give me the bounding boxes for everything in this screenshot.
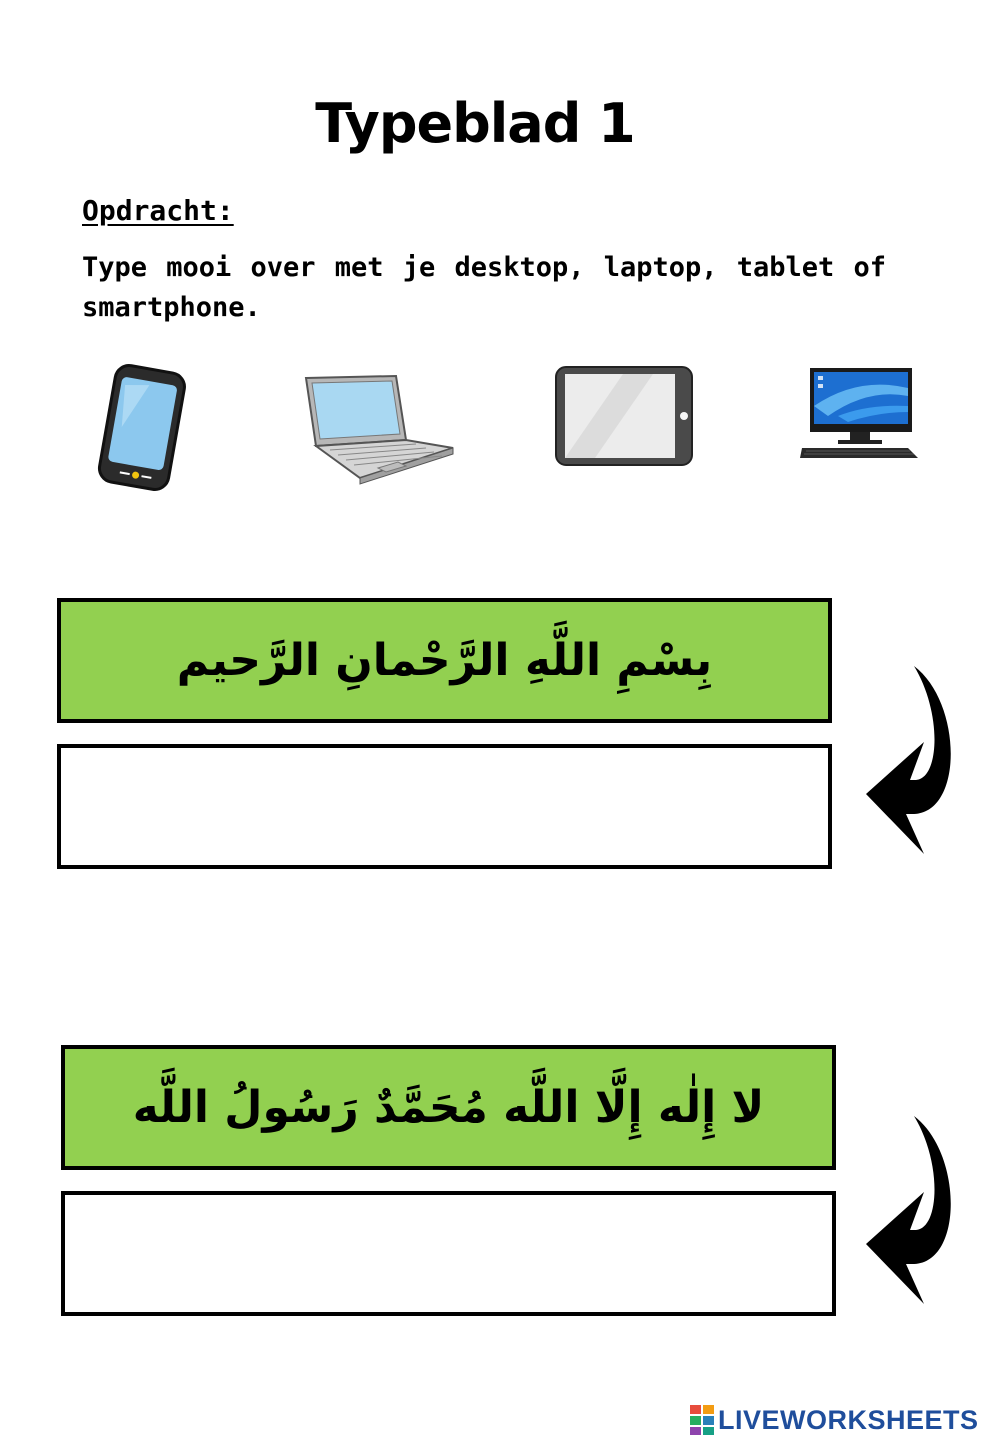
liveworksheets-brand xyxy=(690,1402,979,1438)
liveworksheets-logo-icon xyxy=(690,1405,714,1435)
answer-field-2[interactable] xyxy=(61,1191,836,1316)
desktop-computer-icon xyxy=(798,366,922,466)
assignment-text: Type mooi over met je desktop, laptop, tablet of smartphone. xyxy=(82,252,886,323)
brand-name: LIVEWORKSHEETS xyxy=(718,1404,979,1435)
prompt-box-2 xyxy=(61,1045,836,1170)
smartphone-icon xyxy=(82,360,197,495)
laptop-icon xyxy=(298,370,458,488)
curved-arrow-down-left-icon xyxy=(862,1112,962,1306)
tablet-icon xyxy=(553,364,695,468)
assignment-label: Opdracht: xyxy=(82,194,234,227)
prompt-text-1: بِسْمِ اللَّهِ الرَّحْمانِ الرَّحيم xyxy=(176,635,713,686)
prompt-text-2: لا إِلٰه إِلَّا اللَّه مُحَمَّدٌ رَسُولُ اللَّه xyxy=(132,1082,765,1133)
answer-field-1[interactable] xyxy=(57,744,832,869)
prompt-box-1 xyxy=(57,598,832,723)
page-title: Typeblad 1 xyxy=(315,92,635,155)
curved-arrow-down-left-icon xyxy=(862,662,962,856)
